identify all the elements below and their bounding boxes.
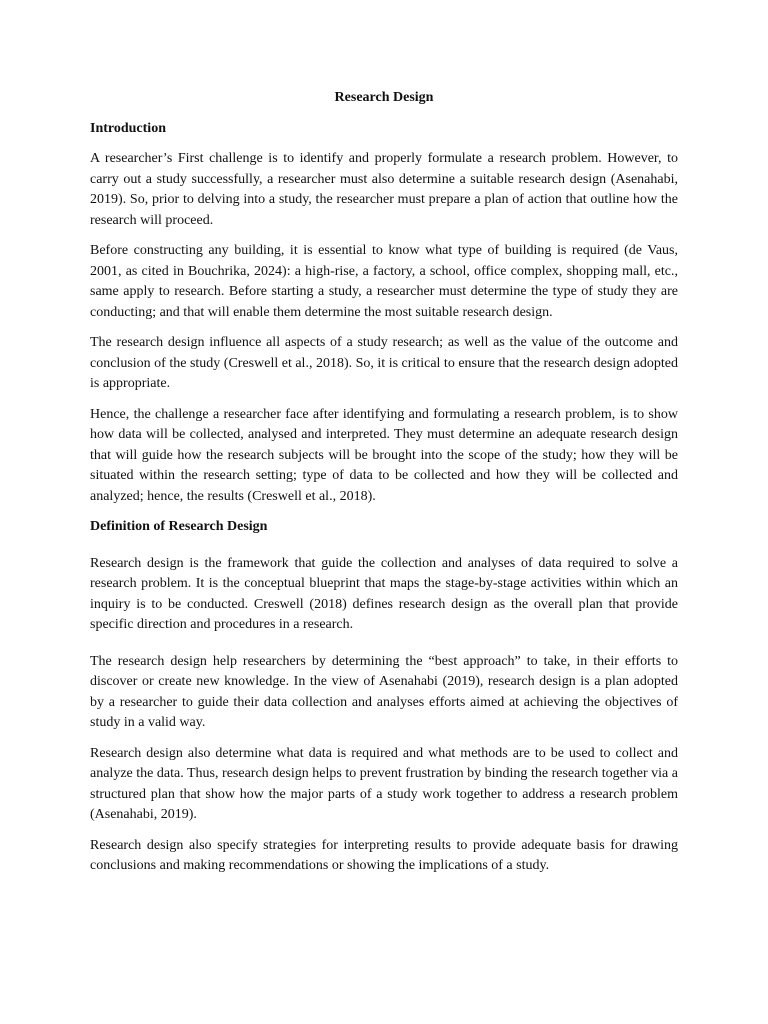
paragraph: Research design is the framework that guide the collection and analyses of data required to solve a research problem. It is the conceptual blueprint that maps the stage-by-stage activities within which an inquiry is to be conducted. Creswell (2018) defines research design as the overall plan that provide specific direction and procedures in a research. — [90, 555, 678, 632]
paragraph: The research design influence all aspects of a study research; as well as the value of the outcome and conclusion of the study (Creswell et al., 2018). So, it is critical to ensure that the research design adopted is appropriate. — [90, 335, 678, 391]
paragraph: A researcher’s First challenge is to identify and properly formulate a research problem. However, to carry out a study successfully, a researcher must also determine a suitable research design (Asenahabi, 2019). So, prior to delving into a study, the researcher must prepare a plan of action that outline how the research will proceed. — [90, 151, 678, 228]
paragraph: Before constructing any building, it is essential to know what type of building is required (de Vaus, 2001, as cited in Bouchrika, 2024): a high-rise, a factory, a school, office complex, shopping mall, etc., same apply to research. Before starting a study, a researcher must determine the type of study they are conducting; and that will enable them determine the most suitable research design. — [90, 243, 678, 320]
paragraph: Hence, the challenge a researcher face after identifying and formulating a research problem, is to show how data will be collected, analysed and interpreted. They must determine an adequate research design that will guide how the research subjects will be brought into the scope of the study; how they will be situated within the research setting; type of data to be collected and how they will be collected and analyzed; hence, the results (Creswell et al., 2018). — [90, 406, 678, 504]
document-body — [90, 88, 678, 887]
section-heading-definition: Definition of Research Design — [90, 519, 268, 534]
section-heading-introduction: Introduction — [90, 120, 166, 136]
paragraph: Research design also specify strategies for interpreting results to provide adequate basis for drawing conclusions and making recommendations or showing the implications of a study. — [90, 837, 678, 873]
paragraph: The research design help researchers by determining the “best approach” to take, in their efforts to discover or create new knowledge. In the view of Asenahabi (2019), research design is a plan adopted by a researcher to guide their data collection and analyses efforts aimed at achieving the objectives of study in a valid way. — [90, 653, 678, 730]
paragraph: Research design also determine what data is required and what methods are to be used to collect and analyze the data. Thus, research design helps to prevent frustration by binding the research together via a structured plan that show how the major parts of a study work together to address a research problem (Asenahabi, 2019). — [90, 745, 678, 822]
document-title: Research Design — [334, 90, 434, 105]
